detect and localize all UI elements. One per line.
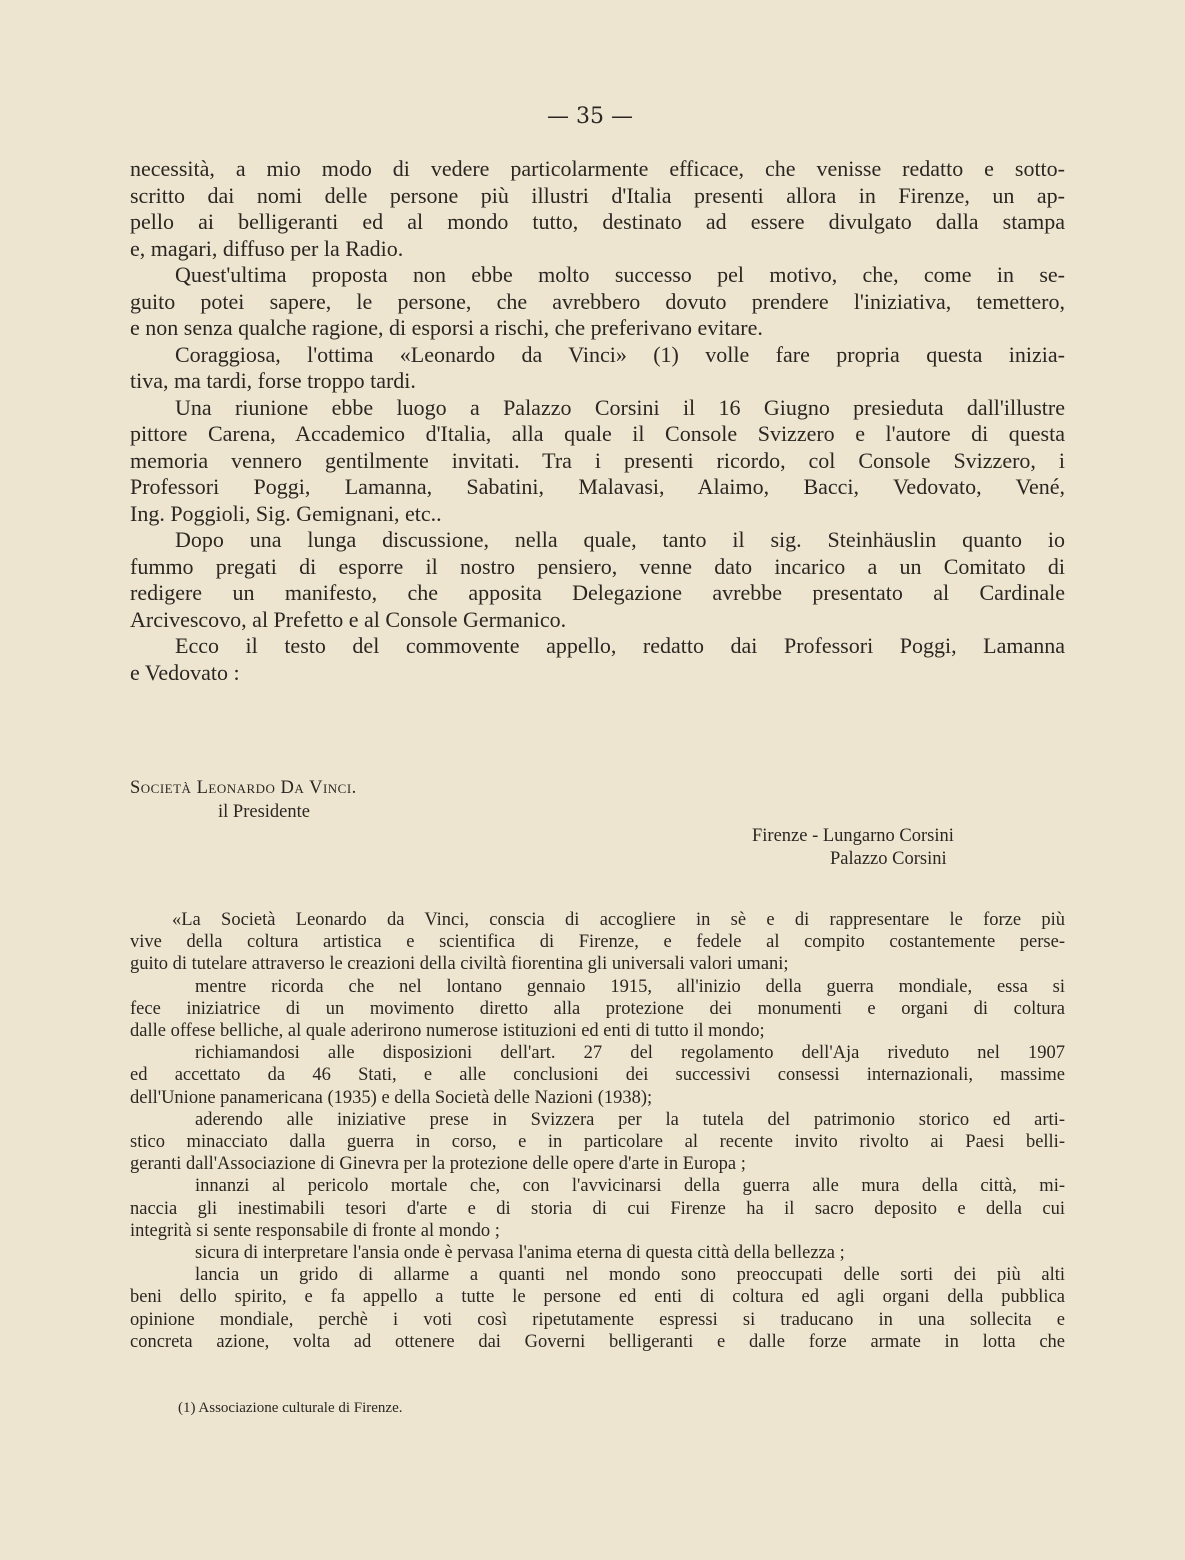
appeal-line: naccia gli inestimabili tesori d'arte e di storia di cui Firenze ha il sacro deposito e della cui [130, 1198, 1065, 1219]
appeal-line: «La Società Leonardo da Vinci, conscia di accogliere in sè e di rappresentare le forze più [172, 910, 1065, 930]
appeal-line: geranti dall'Associazione di Ginevra per la protezione delle opere d'arte in Europa ; [130, 1154, 746, 1175]
appeal-line: integrità si sente responsabile di fronte al mondo ; [130, 1220, 500, 1241]
appeal-line: dalle offese belliche, al quale aderirono numerose istituzioni ed enti di tutto il mondo; [130, 1021, 765, 1041]
letterhead-address-building: Palazzo Corsini [830, 849, 947, 869]
page-number: — 35 — [547, 104, 633, 129]
appeal-line: aderendo alle iniziative prese in Svizzera per la tutela del patrimonio storico ed arti- [195, 1109, 1065, 1130]
appeal-line: vive della coltura artistica e scientifica di Firenze, e fedele al compito costantemente perse- [130, 932, 1065, 953]
text-line: fummo pregati di esporre il nostro pensiero, venne dato incarico a un Comitato di [130, 553, 1065, 579]
text-line: e, magari, diffuso per la Radio. [130, 235, 404, 261]
text-line: memoria vennero gentilmente invitati. Tra i presenti ricordo, col Console Svizzero, i [130, 447, 1065, 473]
appeal-line: dell'Unione panamericana (1935) e della Società delle Nazioni (1938); [130, 1087, 653, 1108]
text-line: pello ai belligeranti ed al mondo tutto, destinato ad essere divulgato dalla stampa [130, 209, 1065, 234]
text-line: Coraggiosa, l'ottima «Leonardo da Vinci» (1) volle fare propria questa inizia- [175, 341, 1065, 367]
appeal-line: beni dello spirito, e fa appello a tutte le persone ed enti di coltura ed agli organi della pubblica [130, 1287, 1065, 1308]
appeal-line: concreta azione, volta ad ottenere dai Governi belligeranti e dalle forze armate in lotta che [130, 1331, 1065, 1352]
appeal-line: fece iniziatrice di un movimento diretto alla protezione dei monumenti e organi di coltura [130, 998, 1065, 1019]
appeal-line: opinione mondiale, perchè i voti così ripetutamente espressi si traducano in una sollecita e [130, 1309, 1065, 1330]
text-line: Quest'ultima proposta non ebbe molto successo pel motivo, che, come in se- [175, 262, 1065, 287]
letterhead-role: il Presidente [218, 802, 310, 822]
appeal-line: stico minacciato dalla guerra in corso, e in particolare al recente invito rivolto ai Paesi belli- [130, 1132, 1065, 1152]
text-line: pittore Carena, Accademico d'Italia, alla quale il Console Svizzero e l'autore di questa [130, 421, 1065, 446]
text-line: Ecco il testo del commovente appello, redatto dai Professori Poggi, Lamanna [175, 633, 1065, 658]
text-line: guito potei sapere, le persone, che avrebbero dovuto prendere l'iniziativa, temettero, [130, 288, 1065, 314]
appeal-line: richiamandosi alle disposizioni dell'art. 27 del regolamento dell'Aja riveduto nel 1907 [195, 1043, 1065, 1064]
text-line: Ing. Poggioli, Sig. Gemignani, etc.. [130, 500, 442, 526]
text-line: tiva, ma tardi, forse troppo tardi. [130, 368, 416, 393]
letterhead-society: Società Leonardo Da Vinci. [130, 778, 357, 798]
text-line: Dopo una lunga discussione, nella quale, tanto il sig. Steinhäuslin quanto io [175, 527, 1065, 552]
letterhead-address-street: Firenze - Lungarno Corsini [752, 826, 954, 846]
text-line: necessità, a mio modo di vedere particolarmente efficace, che venisse redatto e sotto- [130, 156, 1065, 181]
text-line: e non senza qualche ragione, di esporsi a rischi, che preferivano evitare. [130, 315, 763, 340]
appeal-line: ed accettato da 46 Stati, e alle conclusioni dei successivi consessi internazionali, massime [130, 1065, 1065, 1086]
text-line: Arcivescovo, al Prefetto e al Console Germanico. [130, 606, 567, 632]
appeal-line: guito di tutelare attraverso le creazioni della civiltà fiorentina gli universali valori umani; [130, 954, 789, 975]
text-line: Professori Poggi, Lamanna, Sabatini, Malavasi, Alaimo, Bacci, Vedovato, Vené, [130, 474, 1065, 499]
footnote: (1) Associazione culturale di Firenze. [178, 1400, 403, 1416]
appeal-line: mentre ricorda che nel lontano gennaio 1915, all'inizio della guerra mondiale, essa si [195, 976, 1065, 997]
appeal-line: lancia un grido di allarme a quanti nel mondo sono preoccupati delle sorti dei più alti [195, 1265, 1065, 1286]
appeal-line: sicura di interpretare l'ansia onde è pervasa l'anima eterna di questa città della bellezza ; [195, 1243, 845, 1263]
text-line: scritto dai nomi delle persone più illustri d'Italia presenti allora in Firenze, un ap- [130, 182, 1065, 208]
appeal-line: innanzi al pericolo mortale che, con l'avvicinarsi della guerra alle mura della città, mi- [195, 1176, 1065, 1197]
text-line: redigere un manifesto, che apposita Delegazione avrebbe presentato al Cardinale [130, 580, 1065, 605]
text-line: Una riunione ebbe luogo a Palazzo Corsini il 16 Giugno presieduta dall'illustre [175, 394, 1065, 420]
text-line: e Vedovato : [130, 659, 240, 685]
